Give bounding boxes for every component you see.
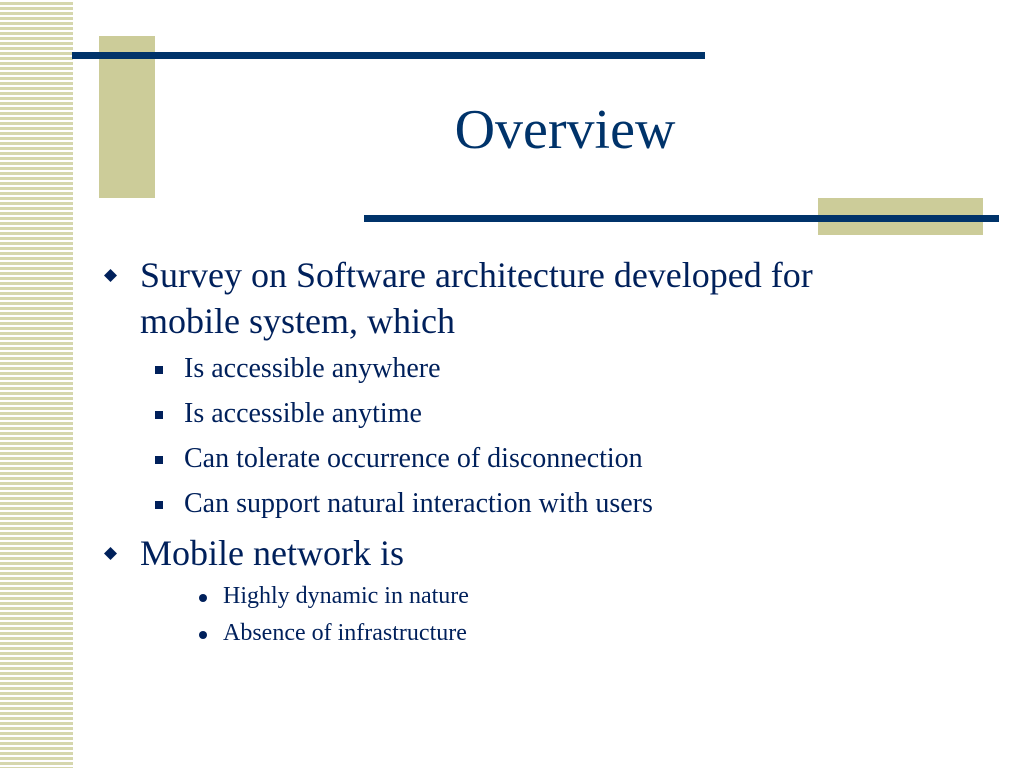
square-bullet-icon [155,456,163,464]
bullet-survey-line2: mobile system, which [140,301,455,341]
title-rule-top [72,52,705,59]
square-bullet-icon [155,366,163,374]
diamond-icon [104,269,117,282]
title-rule-bottom [364,215,999,222]
sub-bullet-item [100,436,960,481]
left-stripe-decoration [0,0,73,768]
sub-sub-bullet-text: Highly dynamic in nature [223,583,469,609]
dot-bullet-icon [199,594,207,602]
accent-block-top [99,36,155,198]
sub-sub-bullet-text: Absence of infrastructure [223,620,467,646]
dot-bullet-icon [199,631,207,639]
sub-bullet-item [100,391,960,436]
sub-bullet-text: Is accessible anywhere [184,353,441,384]
bullet-mobile-network [100,530,960,576]
sub-bullet-item [100,346,960,391]
slide-body [100,252,960,652]
slide-title: Overview [454,99,676,161]
bullet-mobile-network-text: Mobile network is [140,533,404,573]
sub-sub-bullet-item [100,615,960,652]
sub-bullet-text: Can tolerate occurrence of disconnection [184,443,643,474]
bullet-survey-line1: Survey on Software architecture developed for [140,255,813,295]
square-bullet-icon [155,411,163,419]
square-bullet-icon [155,501,163,509]
sub-sub-bullet-item [100,578,960,615]
sub-bullet-text: Can support natural interaction with users [184,488,653,519]
sub-bullet-text: Is accessible anytime [184,398,422,429]
diamond-icon [104,547,117,560]
bullet-survey [100,252,960,344]
sub-bullet-item [100,481,960,526]
